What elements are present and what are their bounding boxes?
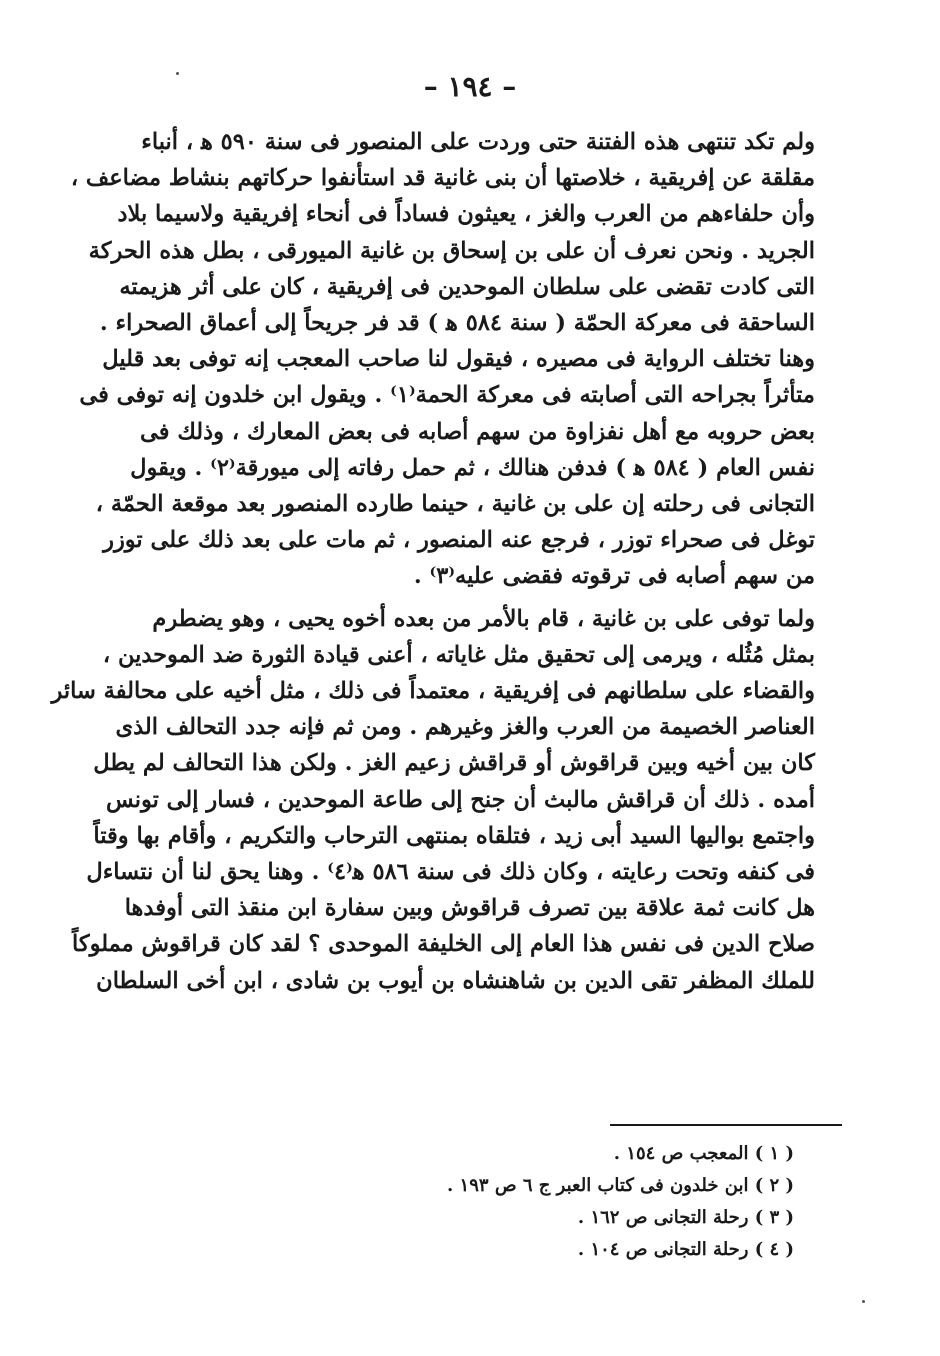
footnote-divider — [610, 1124, 842, 1126]
text-line: نفس العام ( ٥٨٤ ﻫ ) فدفن هنالك ، ثم حمل رفاته إلى ميورقة⁽٢⁾ . ويقول — [130, 454, 815, 481]
text-line: التجانى فى رحلته إن على بن غانية ، حينما طارده المنصور بعد موقعة الحمّة ، — [95, 491, 815, 518]
page-number: – ١٩٤ – — [423, 70, 517, 103]
text-line: الجريد . ونحن نعرف أن على بن إسحاق بن غانية الميورقى ، بطل هذه الحركة — [88, 237, 815, 264]
scan-speck — [176, 72, 179, 75]
text-line: بمثل مُثُله ، ويرمى إلى تحقيق مثل غاياته ، أعنى قيادة الثورة ضد الموحدين ، — [102, 641, 815, 668]
text-line: صلاح الدين فى نفس هذا العام إلى الخليفة الموحدى ؟ لقد كان قراقوش مملوكاً — [72, 931, 815, 958]
text-line: فى كنفه وتحت رعايته ، وكان ذلك فى سنة ٥٨٦ ﻫ⁽٤⁾ . وهنا يحق لنا أن نتساءل — [86, 859, 815, 886]
text-line: ولما توفى على بن غانية ، قام بالأمر من بعده أخوه يحيى ، وهو يضطرم — [152, 605, 815, 632]
footnote-2: ( ٢ ) ابن خلدون فى كتاب العبر ج ٦ ص ١٩٣ . — [447, 1175, 794, 1196]
footnotes — [234, 1138, 794, 1266]
text-line: والقضاء على سلطانهم فى إفريقية ، معتمداً فى ذلك ، مثل أخيه على محالفة سائر — [51, 678, 815, 705]
main-text — [51, 124, 845, 999]
paragraph-2 — [51, 601, 845, 999]
text-line: من سهم أصابه فى ترقوته فقضى عليه⁽٣⁾ . — [413, 563, 815, 590]
footnote-3: ( ٣ ) رحلة التجانى ص ١٦٢ . — [577, 1207, 794, 1228]
text-line: أمده . ذلك أن قراقش مالبث أن جنح إلى طاعة الموحدين ، فسار إلى تونس — [106, 786, 815, 813]
text-line: العناصر الخصيمة من العرب والغز وغيرهم . ومن ثم فإنه جدد التحالف الذى — [115, 714, 815, 741]
footnote-4: ( ٤ ) رحلة التجانى ص ١٠٤ . — [577, 1239, 794, 1260]
text-line: واجتمع بواليها السيد أبى زيد ، فتلقاه بمنتهى الترحاب والتكريم ، وأقام بها وقتاً — [93, 822, 815, 849]
text-line: وهنا تختلف الرواية فى مصيره ، فيقول لنا صاحب المعجب إنه توفى بعد قليل — [102, 346, 815, 373]
text-line: كان بين أخيه وبين قراقوش أو قراقش زعيم الغز . ولكن هذا التحالف لم يطل — [93, 750, 815, 777]
text-line: توغل فى صحراء توزر ، فرجع عنه المنصور ، ثم مات على بعد ذلك على توزر — [103, 527, 815, 554]
scan-speck — [862, 1300, 865, 1303]
footnote-1: ( ١ ) المعجب ص ١٥٤ . — [613, 1143, 794, 1164]
text-line: ولم تكد تنتهى هذه الفتنة حتى وردت على المنصور فى سنة ٥٩٠ ﻫ ، أنباء — [141, 129, 815, 155]
text-line: الساحقة فى معركة الحمّة ( سنة ٥٨٤ ﻫ ) قد فر جريحاً إلى أعماق الصحراء . — [99, 310, 815, 337]
text-line: متأثراً بجراحه التى أصابته فى معركة الحمة⁽١⁾ . ويقول ابن خلدون إنه توفى فى — [79, 382, 815, 409]
text-line: التى كادت تقضى على سلطان الموحدين فى إفريقية ، كان على أثر هزيمته — [119, 273, 815, 300]
text-line: للملك المظفر تقى الدين بن شاهنشاه بن أيوب بن شادى ، ابن أخى السلطان — [96, 967, 815, 994]
text-line: مقلقة عن إفريقية ، خلاصتها أن بنى غانية قد استأنفوا حركاتهم بنشاط مضاعف ، — [70, 165, 815, 192]
text-line: وأن حلفاءهم من العرب والغز ، يعيثون فساداً فى أنحاء إفريقية ولاسيما بلاد — [117, 201, 815, 228]
text-line: هل كانت ثمة علاقة بين تصرف قراقوش وبين سفارة ابن منقذ التى أوفدها — [124, 895, 815, 922]
paragraph-1 — [70, 124, 845, 595]
text-line: بعض حروبه مع أهل نفزاوة من سهم أصابه فى بعض المعارك ، وذلك فى — [140, 418, 815, 445]
